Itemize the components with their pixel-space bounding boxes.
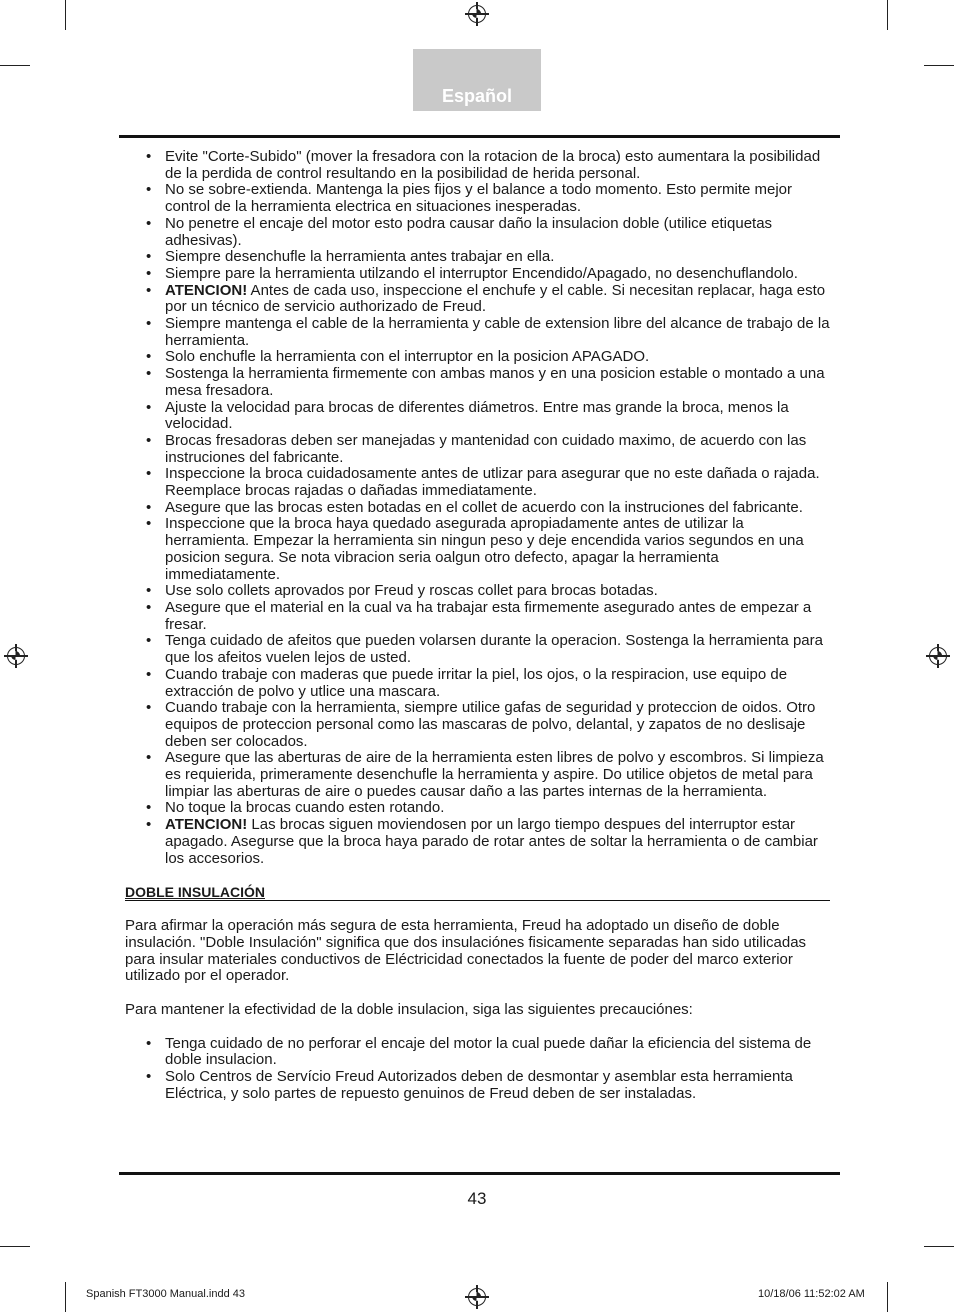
bullet-item [125,516,830,583]
safety-bullet-list [125,149,830,867]
language-tab-label: Español [441,86,512,106]
bullet-item [125,349,830,366]
bullet-text: Brocas fresadoras deben ser manejadas y mantenidad con cuidado maximo, de acuerdo con las instruciones del fabricante. [165,431,807,466]
bullet-item [125,633,830,666]
bullet-text: Use solo collets aprovados por Freud y roscas collet para brocas botadas. [165,582,658,600]
crop-mark [65,1282,66,1312]
bullet-text: Asegure que el material en la cual va ha trabajar esta firmemente asegurado antes de empezar a fresar. [165,598,812,633]
registration-mark-icon [7,647,25,665]
language-tab [413,49,541,111]
crop-mark [65,0,66,30]
bullet-text: Sostenga la herramienta firmemente con ambas manos y en una posicion estable o montado a una mesa fresadora. [165,365,825,399]
bullet-text: Solo Centros de Servício Freud Autorizados deben de desmontar y asemblar esta herramienta Eléctrica, y solo partes de repuesto genuinos de Freud deben de ser instaladas. [165,1068,793,1102]
bullet-item [125,249,830,266]
bullet-text: Siempre desenchufle la herramienta antes trabajar en ella. [165,248,555,266]
bullet-text: Asegure que las aberturas de aire de la herramienta esten libres de polvo y escombros. Si limpieza es requierida, primeramente desenchufle la herramienta y aspire. Do utilice objetos de metal para limpiar las aberturas de aire o puedes causar daño a las partes internas de la herramienta. [165,749,824,800]
bottom-rule [119,1172,840,1175]
bullet-text: Siempre pare la herramienta utilzando el interruptor Encendido/Apagado, no desenchuflandolo. [165,264,798,282]
bullet-item [125,366,830,399]
bullet-item [125,466,830,499]
bullet-item [125,216,830,249]
crop-mark [0,1246,30,1247]
bullet-text: Solo enchufle la herramienta con el interruptor en la posicion APAGADO. [165,348,650,366]
bullet-item [125,583,830,600]
top-rule [119,135,840,138]
bullet-item [125,1069,830,1102]
crop-mark [0,65,30,66]
section-heading: DOBLE INSULACIÓN [125,884,830,901]
bullet-text: Tenga cuidado de afeitos que pueden volarsen durante la operacion. Sostenga la herramienta para que los afeitos vuelen lejos de usted. [165,632,823,667]
registration-mark-icon [929,647,947,665]
footer-timestamp: 10/18/06 11:52:02 AM [758,1288,865,1300]
warning-label: ATENCION! [165,816,248,834]
bullet-text: No toque la brocas cuando esten rotando. [165,799,445,817]
bullet-item [125,1036,830,1069]
bullet-item [125,400,830,433]
bullet-item [125,800,830,817]
bullet-item [125,700,830,750]
bullet-item [125,316,830,349]
bullet-text: Inspeccione la broca cuidadosamente antes de utlizar para asegurar que no este dañada o rajada. Reemplace brocas rajadas o dañadas immediatamente. [165,465,820,500]
bullet-text: Inspeccione que la broca haya quedado asegurada apropiadamente antes de utilizar la herramienta. Empezar la herramienta sin ningun peso y deje encendida varios segundos en una posicion segura. Se nota vibracion seria oalgun otro defecto, apagar la herramienta immediatamente. [165,515,804,583]
bullet-item [125,667,830,700]
crop-mark [887,0,888,30]
section-paragraph: Para afirmar la operación más segura de esta herramienta, Freud ha adoptado un diseño de doble insulación. "Doble Insulación" significa que dos insulaciónes fisicamente separadas han sido utilicadas para insular materiales conductivos de Eléctricidad conectados la fuente de poder del marco exterior utilizado por el operador. [125,917,807,985]
bullet-text: No se sobre-extienda. Mantenga la pies fijos y el balance a todo momento. Esto permite mejor control de la herramienta electrica en situaciones inesperadas. [165,181,792,216]
precaution-bullet-list [125,1036,830,1103]
bullet-text: Siempre mantenga el cable de la herramienta y cable de extension libre del alcance de trabajo de la herramienta. [165,315,830,349]
page-number: 43 [467,1189,487,1208]
bullet-item [125,600,830,633]
bullet-text: Ajuste la velocidad para brocas de diferentes diámetros. Entre mas grande la broca, menos la velocidad. [165,398,789,433]
registration-mark-icon [468,5,486,23]
bullet-text: Las brocas siguen moviendosen por un largo tiempo despues del interruptor estar apagado. Asegurse que la broca haya parado de rotar antes de soltar la herramienta o de cambiar los accesorios. [165,816,818,867]
bullet-item [125,817,830,867]
section-paragraph: Para mantener la efectividad de la doble insulacion, siga las siguientes precauciónes: [125,1001,693,1019]
bullet-item [125,149,830,182]
bullet-text: Asegure que las brocas esten botadas en el collet de acuerdo con la instruciones del fabricante. [165,498,803,516]
bullet-item [125,182,830,215]
warning-label: ATENCION! [165,281,248,299]
bullet-text: Cuando trabaje con maderas que puede irritar la piel, los ojos, o la respiracion, use equipo de extracción de polvo y utlice una mascara. [165,665,788,700]
bullet-item [125,266,830,283]
bullet-text: Tenga cuidado de no perforar el encaje del motor la cual puede dañar la eficiencia del sistema de doble insulacion. [165,1034,812,1069]
main-content [125,149,830,1103]
crop-mark [887,1282,888,1312]
registration-mark-icon [468,1288,486,1306]
bullet-text: Cuando trabaje con la herramienta, siempre utilice gafas de seguridad y proteccion de oidos. Otro equipos de proteccion personal como las mascaras de polvo, delantal, y zapatos de no deslisaje deben ser colocados. [165,699,816,750]
bullet-item [125,750,830,800]
bullet-item [125,433,830,466]
bullet-text: Antes de cada uso, inspeccione el enchufe y el cable. Si necesitan replacar, haga esto por un técnico de servicio authorizado de Freud. [165,281,826,316]
bullet-item [125,500,830,517]
crop-mark [924,1246,954,1247]
bullet-item [125,283,830,316]
footer-file: Spanish FT3000 Manual.indd 43 [86,1288,245,1300]
bullet-text: Evite "Corte-Subido" (mover la fresadora con la rotacion de la broca) esto aumentara la posibilidad de la perdida de control resultando en la posibilidad de herida personal. [165,148,821,182]
crop-mark [924,65,954,66]
bullet-text: No penetre el encaje del motor esto podra causar daño la insulacion doble (utilice etiquetas adhesivas). [165,214,773,249]
